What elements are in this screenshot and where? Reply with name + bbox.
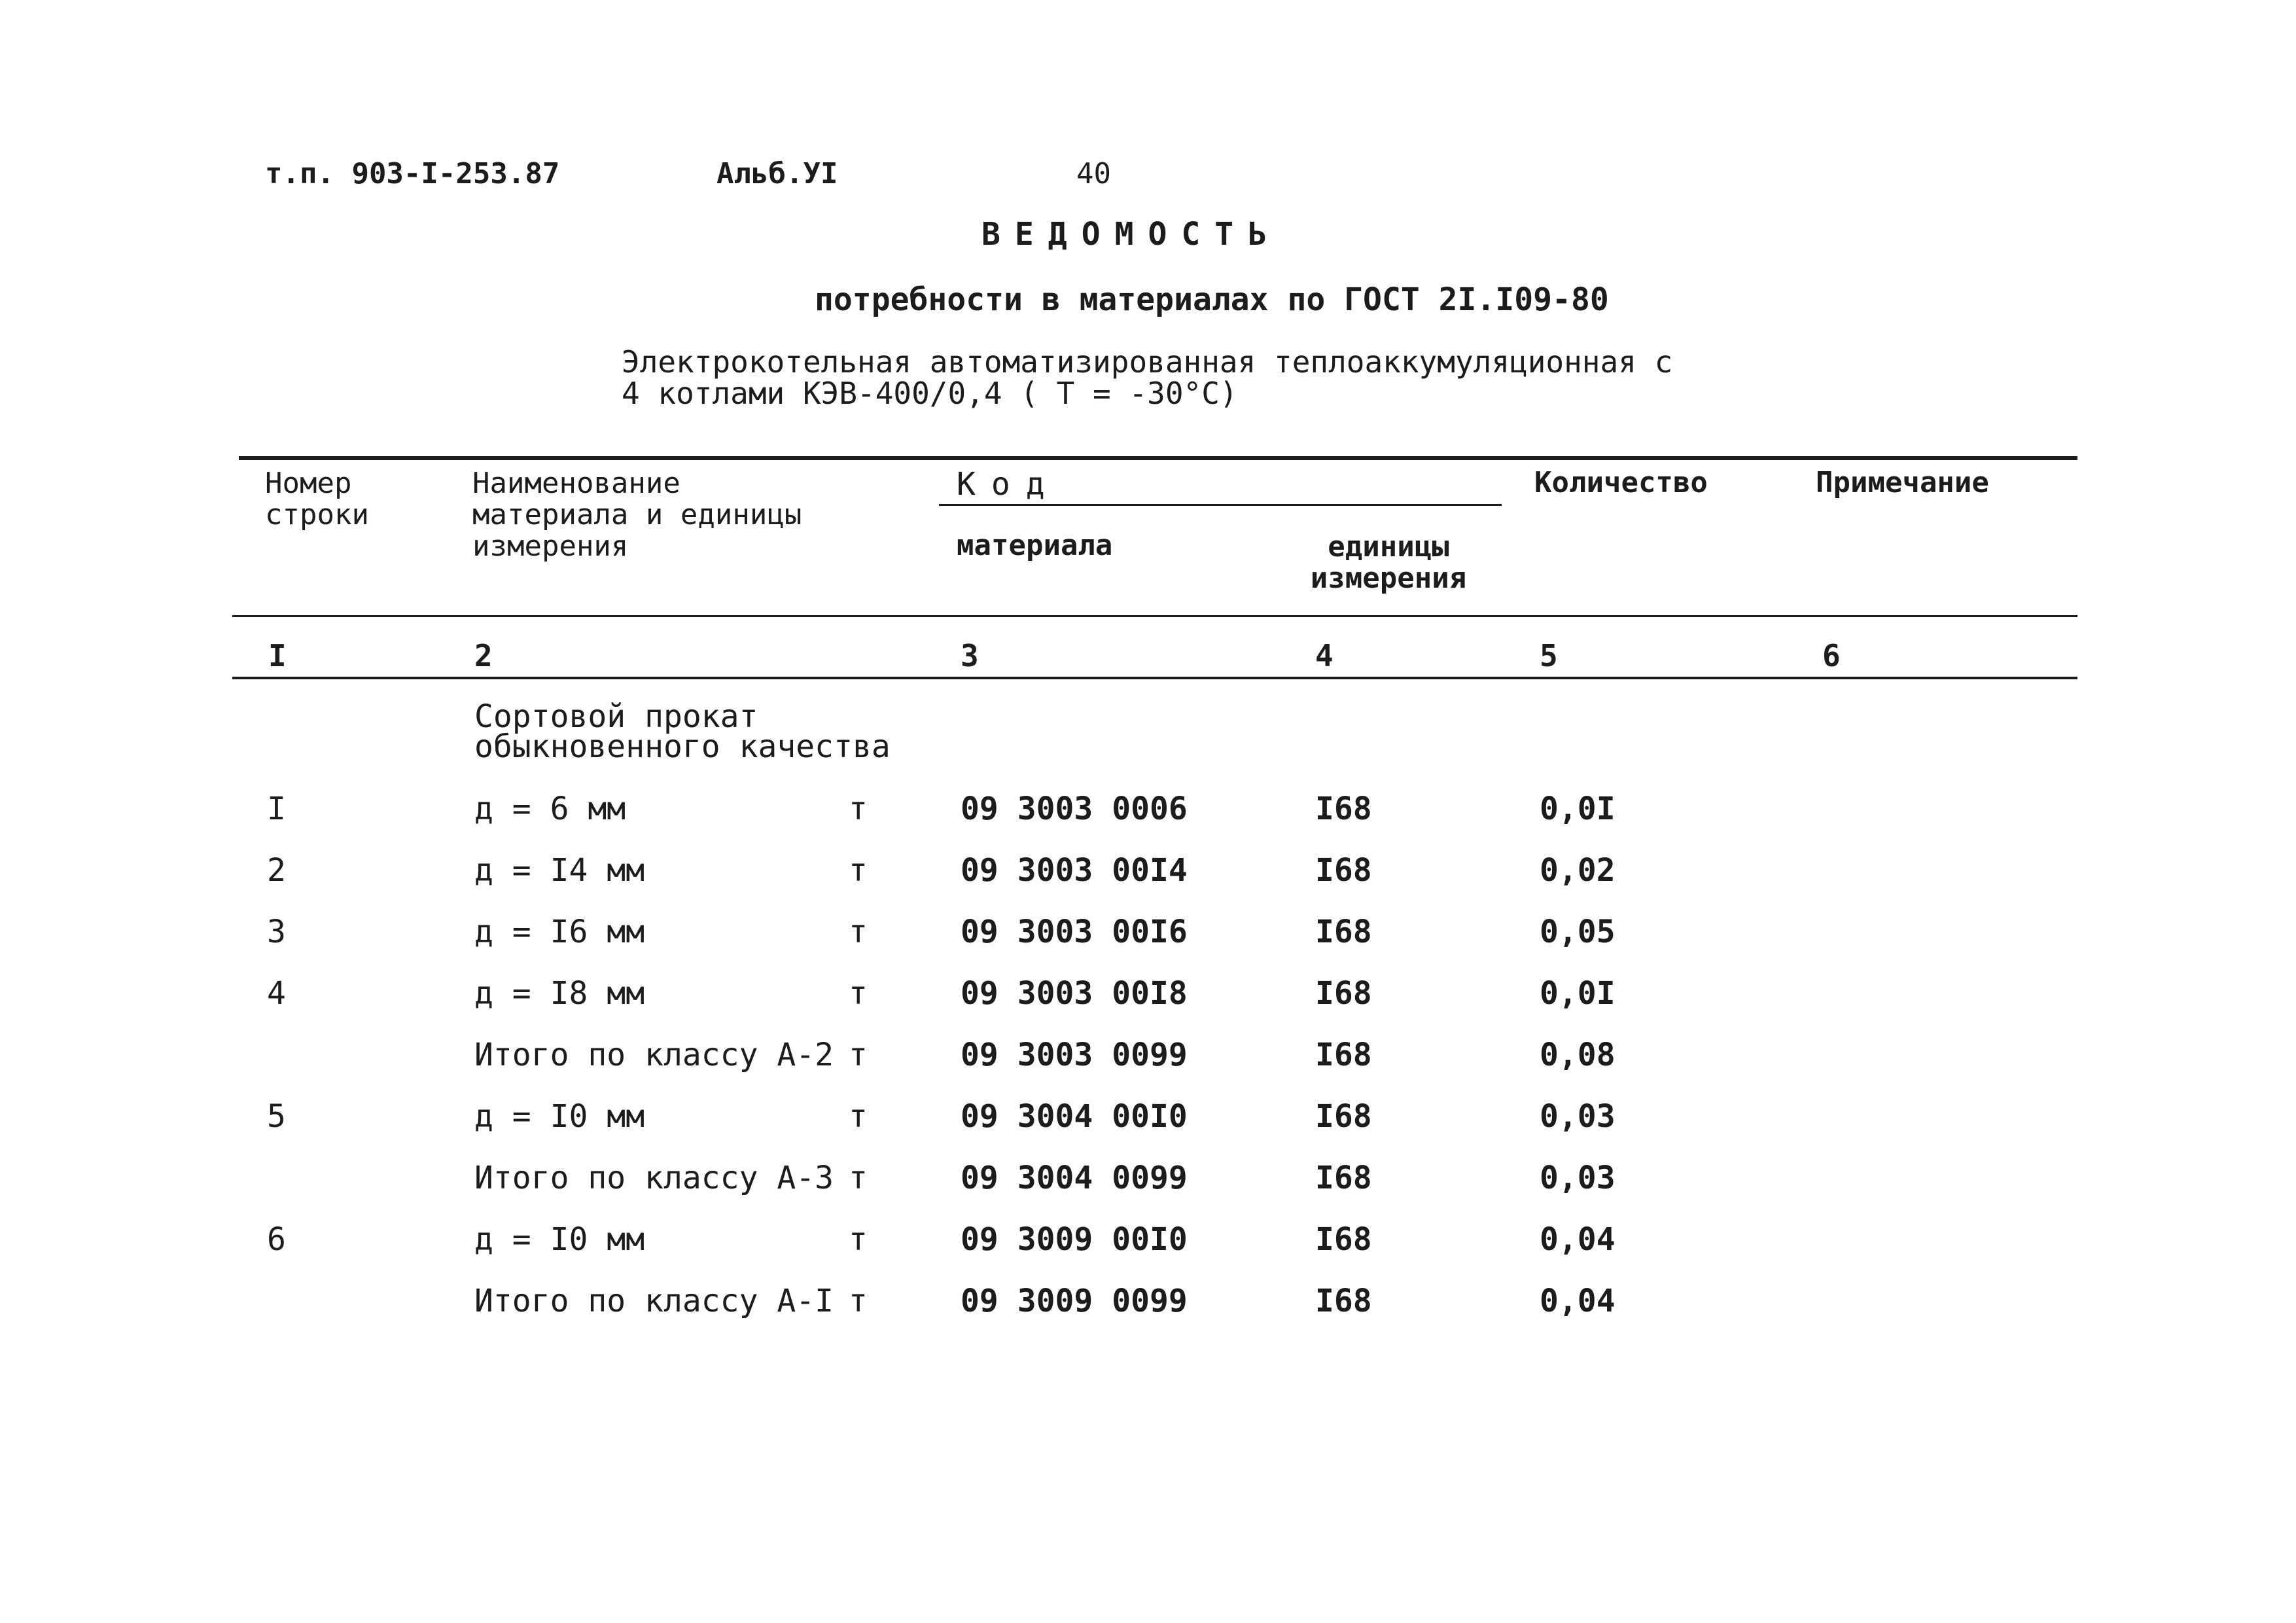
header-code-unit: единицы измерения	[1310, 530, 1467, 595]
header-bottom-rule	[232, 615, 2077, 617]
table-row	[0, 914, 2296, 953]
column-numbers-rule	[232, 677, 2077, 679]
header-row-number: Номер строки	[265, 467, 369, 531]
material-code: 09 3004 0099	[961, 1160, 1188, 1196]
quantity: 0,03	[1540, 1098, 1616, 1135]
material-name: д = I0 мм	[474, 1221, 645, 1258]
table-row	[0, 1098, 2296, 1137]
unit: т	[849, 1098, 868, 1135]
unit-code: I68	[1315, 1098, 1372, 1135]
material-name: Итого по классу А-3	[474, 1160, 834, 1196]
row-number: 3	[267, 914, 286, 950]
material-code: 09 3003 0006	[961, 791, 1188, 827]
column-number-2: 2	[474, 638, 493, 673]
unit: т	[849, 1037, 868, 1073]
column-number-4: 4	[1315, 638, 1333, 673]
table-row	[0, 1283, 2296, 1322]
row-number: I	[267, 791, 286, 827]
unit: т	[849, 1221, 868, 1258]
unit: т	[849, 914, 868, 950]
unit: т	[849, 975, 868, 1012]
header-code: Код	[957, 466, 1061, 503]
unit-code: I68	[1315, 1160, 1372, 1196]
album-label: Альб.УI	[716, 157, 838, 190]
page-title: ВЕДОМОСТЬ	[981, 216, 1282, 253]
table-row	[0, 852, 2296, 891]
row-number: 4	[267, 975, 286, 1012]
column-number-3: 3	[961, 638, 979, 673]
material-code: 09 3003 0099	[961, 1037, 1188, 1073]
material-name: д = 6 мм	[474, 791, 626, 827]
row-number: 6	[267, 1221, 286, 1258]
material-name: д = I4 мм	[474, 852, 645, 889]
header-code-material: материала	[957, 529, 1113, 562]
unit-code: I68	[1315, 852, 1372, 889]
material-name: д = I6 мм	[474, 914, 645, 950]
unit: т	[849, 791, 868, 827]
material-code: 09 3009 00I0	[961, 1221, 1188, 1258]
unit-code: I68	[1315, 975, 1372, 1012]
caption-line-1: Электрокотельная автоматизированная теплоаккумуляционная с	[622, 344, 1673, 380]
table-top-rule	[239, 456, 2077, 460]
row-number: 2	[267, 852, 286, 889]
column-number-6: 6	[1822, 638, 1841, 673]
page-subtitle: потребности в материалах по ГОСТ 2I.I09-80	[815, 281, 1609, 318]
header-note: Примечание	[1816, 466, 1989, 499]
quantity: 0,02	[1540, 852, 1616, 889]
row-number: 5	[267, 1098, 286, 1135]
unit-code: I68	[1315, 914, 1372, 950]
page-number: 40	[1076, 157, 1111, 190]
caption-line-2: 4 котлами КЭВ-400/0,4 ( T = -30°C)	[622, 376, 1238, 411]
unit-code: I68	[1315, 791, 1372, 827]
column-number-5: 5	[1540, 638, 1558, 673]
unit-code: I68	[1315, 1283, 1372, 1319]
material-code: 09 3009 0099	[961, 1283, 1188, 1319]
material-name: Итого по классу А-I	[474, 1283, 834, 1319]
unit: т	[849, 852, 868, 889]
material-code: 09 3003 00I8	[961, 975, 1188, 1012]
material-code: 09 3003 00I4	[961, 852, 1188, 889]
quantity: 0,03	[1540, 1160, 1616, 1196]
table-row	[0, 1160, 2296, 1199]
quantity: 0,05	[1540, 914, 1616, 950]
material-name: Итого по классу А-2	[474, 1037, 834, 1073]
quantity: 0,0I	[1540, 791, 1616, 827]
unit: т	[849, 1283, 868, 1319]
unit: т	[849, 1160, 868, 1196]
material-code: 09 3004 00I0	[961, 1098, 1188, 1135]
table-row	[0, 1037, 2296, 1076]
quantity: 0,04	[1540, 1221, 1616, 1258]
material-code: 09 3003 00I6	[961, 914, 1188, 950]
table-row	[0, 1221, 2296, 1260]
quantity: 0,08	[1540, 1037, 1616, 1073]
quantity: 0,0I	[1540, 975, 1616, 1012]
material-name: д = I8 мм	[474, 975, 645, 1012]
quantity: 0,04	[1540, 1283, 1616, 1319]
unit-code: I68	[1315, 1221, 1372, 1258]
unit-code: I68	[1315, 1037, 1372, 1073]
document-reference: т.п. 903-I-253.87	[265, 157, 560, 190]
material-name: д = I0 мм	[474, 1098, 645, 1135]
header-quantity: Количество	[1534, 466, 1708, 499]
header-material-name: Наименование материала и единицы измерения	[472, 467, 802, 563]
code-group-rule	[939, 504, 1502, 506]
table-row	[0, 975, 2296, 1014]
table-row	[0, 791, 2296, 830]
column-number-1: I	[268, 638, 287, 673]
group-title: Сортовой прокат обыкновенного качества	[474, 698, 891, 765]
